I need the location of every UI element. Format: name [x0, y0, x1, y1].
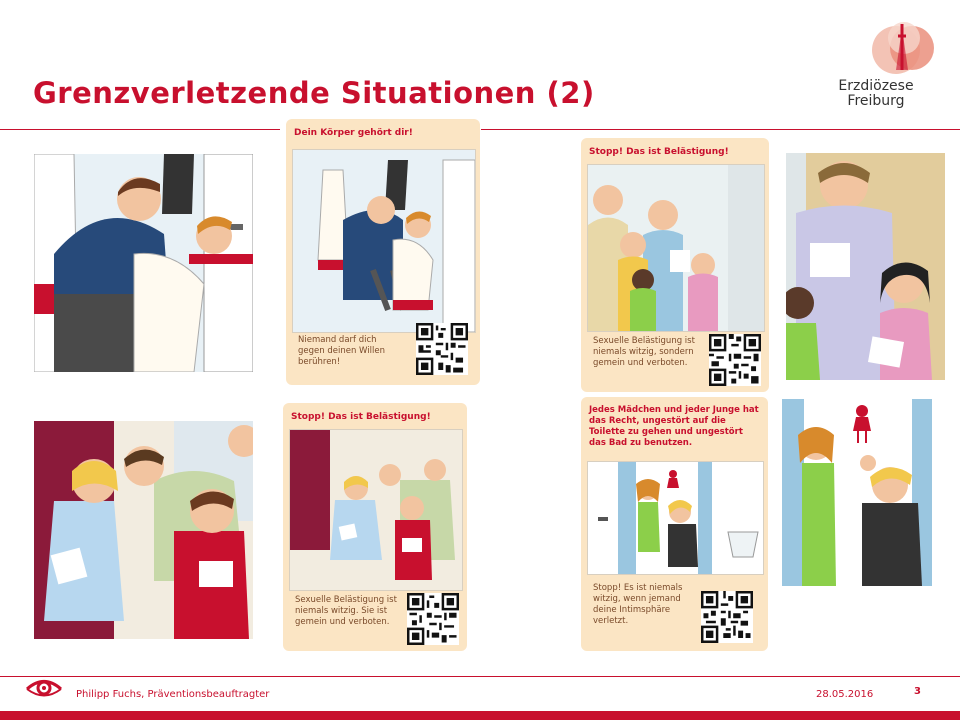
card-text: Sexuelle Belästigung ist niemals witzig. Sie ist gemein und verboten.	[295, 595, 397, 627]
footer-date: 28.05.2016	[816, 689, 874, 700]
card-illustration	[289, 429, 463, 591]
card-heading: Dein Körper gehört dir!	[294, 128, 413, 138]
card-heading: Stopp! Das ist Belästigung!	[589, 147, 729, 157]
header-divider-left	[0, 129, 280, 130]
illustration-man-with-altar-server	[34, 154, 253, 372]
diocese-emblem-icon	[826, 18, 942, 78]
card-text: Stopp! Es ist niemals witzig, wenn jemand deine Intimsphäre verletzt.	[593, 583, 683, 626]
footer-author: Philipp Fuchs, Präventionsbeauftragter	[76, 689, 270, 700]
logo-text-line2: Freiburg	[847, 93, 905, 109]
footer-band	[0, 711, 960, 720]
page-number: 3	[914, 686, 921, 697]
card-illustration	[587, 461, 764, 575]
card-text: Sexuelle Belästigung ist niemals witzig, sondern gemein und verboten.	[593, 336, 695, 368]
illustration-bathroom-scene	[772, 399, 959, 586]
card-illustration	[587, 164, 765, 332]
poster-card-4	[581, 397, 768, 651]
footer-divider	[0, 676, 960, 677]
header-divider-right	[481, 129, 960, 130]
card-illustration	[292, 149, 476, 333]
illustration-girl-and-boys	[34, 421, 253, 639]
logo-text-line1: Erzdiözese	[838, 78, 914, 94]
page-title: Grenzverletzende Situationen (2)	[33, 76, 595, 110]
card-text: Niemand darf dich gegen deinen Willen berühren!	[298, 335, 385, 367]
qr-code-icon	[407, 593, 459, 645]
qr-code-icon	[701, 591, 753, 643]
poster-card-2	[283, 403, 467, 651]
eye-logo-icon	[24, 674, 64, 702]
card-heading: Stopp! Das ist Belästigung!	[291, 412, 431, 422]
poster-card-1	[286, 119, 480, 385]
illustration-children-group	[786, 153, 945, 380]
qr-code-icon	[416, 323, 468, 375]
poster-card-3	[581, 138, 769, 392]
card-heading: Jedes Mädchen und jeder Junge hat das Recht, ungestört auf die Toilette zu gehen und ungestört das Bad zu benutzen.	[589, 405, 759, 448]
qr-code-icon	[709, 334, 761, 386]
